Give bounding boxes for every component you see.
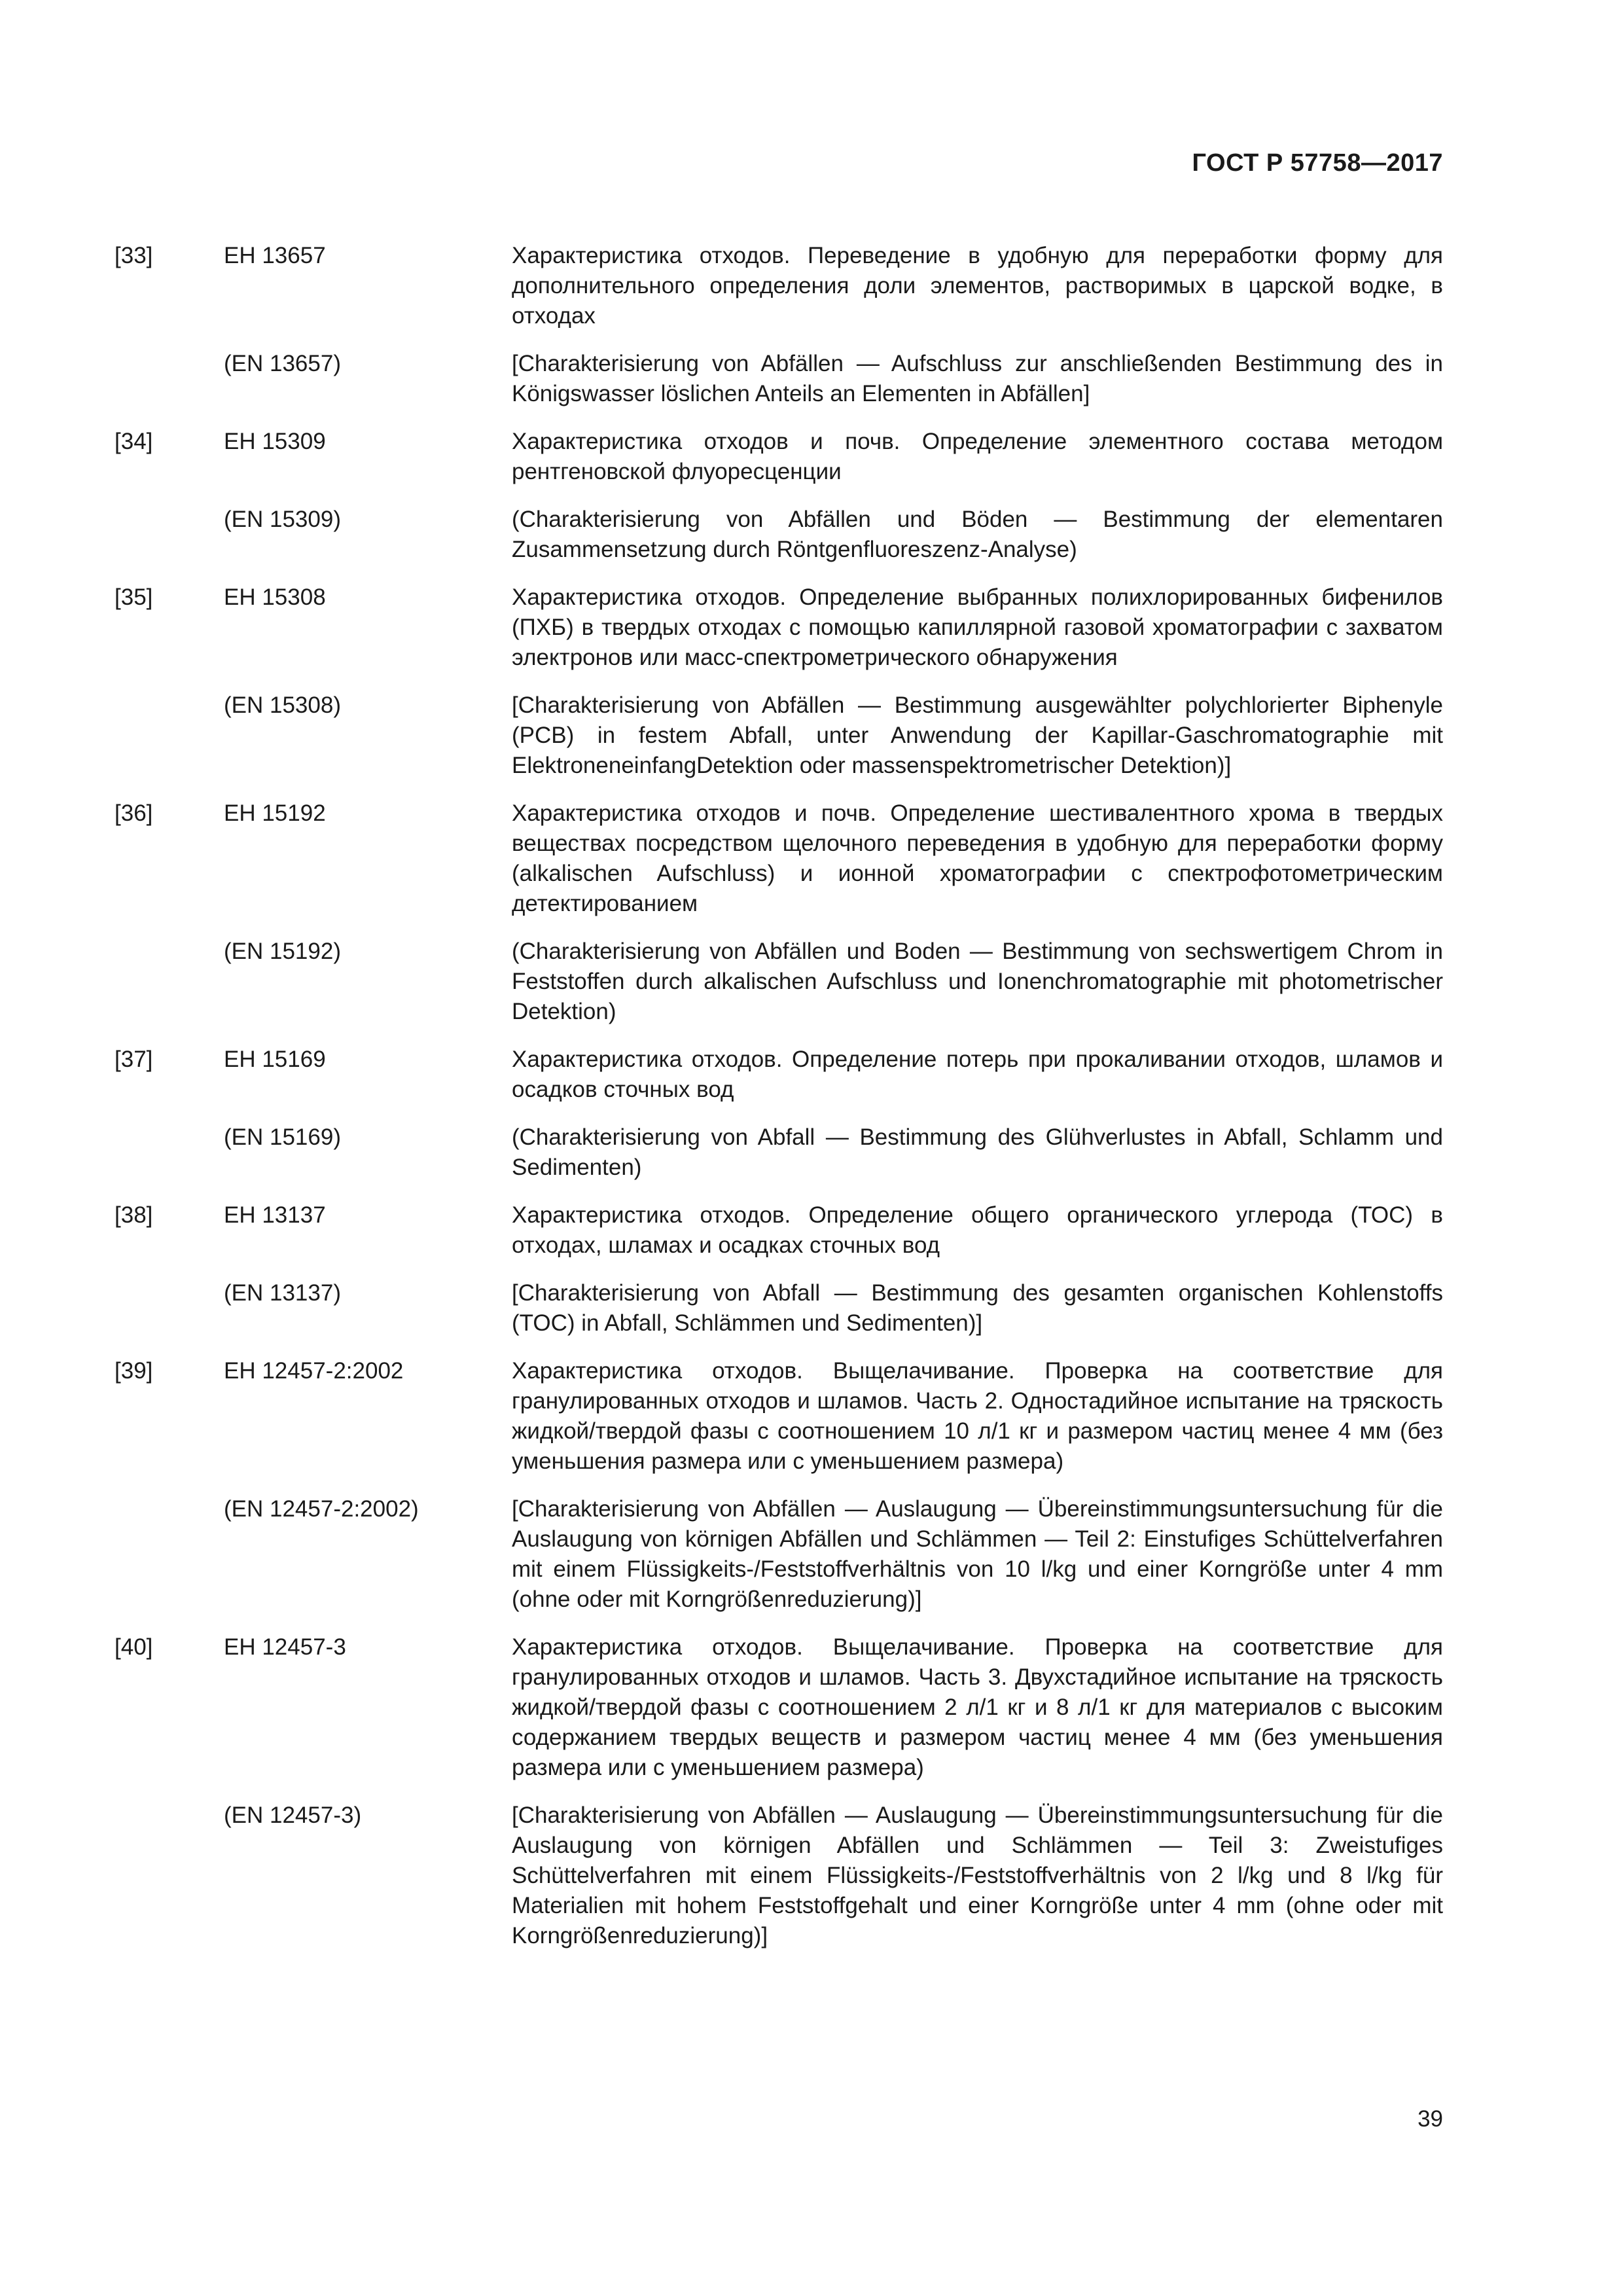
page-number: 39	[1418, 2106, 1443, 2132]
reference-title: Характеристика отходов. Определение потерь при прокаливании отходов, шламов и осадков сточных вод	[512, 1047, 1443, 1102]
reference-code: ЕН 15309	[224, 429, 326, 454]
reference-code: ЕН 13137	[224, 1202, 326, 1228]
reference-title: Характеристика отходов. Определение выбранных полихлорированных бифенилов (ПХБ) в твердых отходах с помощью капиллярной газовой хроматографии с захватом электронов или масс-спектрометрического обнаружения	[512, 584, 1443, 670]
reference-number: [40]	[115, 1634, 153, 1660]
reference-title: Характеристика отходов. Определение общего органического углерода (ТОС) в отходах, шламах и осадках сточных вод	[512, 1202, 1443, 1258]
reference-entry	[115, 241, 1443, 331]
reference-original-entry	[115, 691, 1443, 781]
reference-original-code: (EN 15308)	[224, 692, 341, 718]
reference-original-code: (EN 15309)	[224, 507, 341, 532]
reference-original-entry	[115, 1122, 1443, 1183]
reference-entry	[115, 798, 1443, 919]
reference-number: [33]	[115, 243, 153, 268]
reference-code: ЕН 13657	[224, 243, 326, 268]
reference-code: ЕН 15192	[224, 800, 326, 826]
reference-original-title: [Charakterisierung von Abfällen — Auslaugung — Übereinstimmungsuntersuchung für die Auslaugung von körnigen Abfällen und Schlämmen — Teil 3: Zweistufiges Schüttelverfahren mit einem Flüssigkeits-/Feststoffverhältnis von 2 l/kg und 8 l/kg für Materialien mit hohem Feststoffgehalt und einer Korngröße unter 4 mm (ohne oder mit Korngrößenreduzierung)]	[512, 1803, 1443, 1948]
reference-original-title: (Charakterisierung von Abfall — Bestimmung des Glühverlustes in Abfall, Schlamm und Sedimenten)	[512, 1124, 1443, 1180]
reference-code: ЕН 15308	[224, 584, 326, 610]
reference-number: [37]	[115, 1047, 153, 1072]
reference-title: Характеристика отходов. Выщелачивание. Проверка на соответствие для гранулированных отходов и шламов. Часть 3. Двухстадийное испытание на тряскость жидкой/твердой фазы с соотношением 2 л/1 кг и 8 л/1 кг для материалов с высоким содержанием твердых веществ и размером частиц менее 4 мм (без уменьшения размера или с уменьшением размера)	[512, 1634, 1443, 1780]
reference-entry	[115, 583, 1443, 673]
reference-title: Характеристика отходов и почв. Определение элементного состава методом рентгеновской флуоресценции	[512, 429, 1443, 484]
reference-original-entry	[115, 1494, 1443, 1615]
reference-number: [39]	[115, 1358, 153, 1384]
reference-title: Характеристика отходов. Выщелачивание. Проверка на соответствие для гранулированных отходов и шламов. Часть 2. Одностадийное испытание на тряскость жидкой/твердой фазы с соотношением 10 л/1 кг и размером частиц менее 4 мм (без уменьшения размера или с уменьшением размера)	[512, 1358, 1443, 1474]
reference-entry	[115, 1200, 1443, 1261]
reference-title: Характеристика отходов и почв. Определение шестивалентного хрома в твердых веществах посредством щелочного переведения в удобную для переработки форму (alkalischen Aufschluss) и ионной хроматографии с спектрофотометрическим детектированием	[512, 800, 1443, 916]
reference-code: ЕН 12457-2:2002	[224, 1358, 404, 1384]
page-header-standard-id: ГОСТ Р 57758—2017	[1192, 149, 1443, 177]
reference-original-entry	[115, 1278, 1443, 1338]
reference-original-title: [Charakterisierung von Abfällen — Aufschluss zur anschließenden Bestimmung des in Königswasser löslichen Anteils an Elementen in Abfällen]	[512, 351, 1443, 406]
reference-code: ЕН 15169	[224, 1047, 326, 1072]
reference-entry	[115, 1632, 1443, 1783]
reference-original-entry	[115, 1801, 1443, 1951]
bibliography-list	[115, 241, 1443, 1969]
reference-original-code: (EN 15169)	[224, 1124, 341, 1150]
reference-original-entry	[115, 349, 1443, 409]
reference-number: [38]	[115, 1202, 153, 1228]
reference-original-title: [Charakterisierung von Abfall — Bestimmung des gesamten organischen Kohlenstoffs (TOC) in Abfall, Schlämmen und Sedimenten)]	[512, 1280, 1443, 1336]
reference-original-entry	[115, 937, 1443, 1027]
reference-original-entry	[115, 505, 1443, 565]
reference-original-code: (EN 13657)	[224, 351, 341, 376]
reference-number: [34]	[115, 429, 153, 454]
reference-original-title: (Charakterisierung von Abfällen und Boden — Bestimmung von sechswertigem Chrom in Feststoffen durch alkalischen Aufschluss und Ionenchromatographie mit photometrischer Detektion)	[512, 939, 1443, 1024]
reference-title: Характеристика отходов. Переведение в удобную для переработки форму для дополнительного определения доли элементов, растворимых в царской водке, в отходах	[512, 243, 1443, 329]
reference-original-title: [Charakterisierung von Abfällen — Auslaugung — Übereinstimmungsuntersuchung für die Auslaugung von körnigen Abfällen und Schlämmen — Teil 2: Einstufiges Schüttelverfahren mit einem Flüssigkeits-/Feststoffverhältnis von 10 l/kg und einer Korngröße unter 4 mm (ohne oder mit Korngrößenreduzierung)]	[512, 1496, 1443, 1612]
reference-entry	[115, 427, 1443, 487]
reference-code: ЕН 12457-3	[224, 1634, 346, 1660]
reference-original-code: (EN 12457-2:2002)	[224, 1496, 419, 1522]
reference-entry	[115, 1356, 1443, 1477]
reference-original-code: (EN 15192)	[224, 939, 341, 964]
reference-original-title: (Charakterisierung von Abfällen und Böden — Bestimmung der elementaren Zusammensetzung durch Röntgenfluoreszenz-Analyse)	[512, 507, 1443, 562]
reference-original-title: [Charakterisierung von Abfällen — Bestimmung ausgewählter polychlorierter Biphenyle (PCB) in festem Abfall, unter Anwendung der Kapillar-Gaschromatographie mit ElektroneneinfangDetektion oder massenspektrometrischer Detektion)]	[512, 692, 1443, 778]
reference-original-code: (EN 12457-3)	[224, 1803, 362, 1828]
reference-original-code: (EN 13137)	[224, 1280, 341, 1306]
reference-number: [36]	[115, 800, 153, 826]
reference-entry	[115, 1045, 1443, 1105]
reference-number: [35]	[115, 584, 153, 610]
